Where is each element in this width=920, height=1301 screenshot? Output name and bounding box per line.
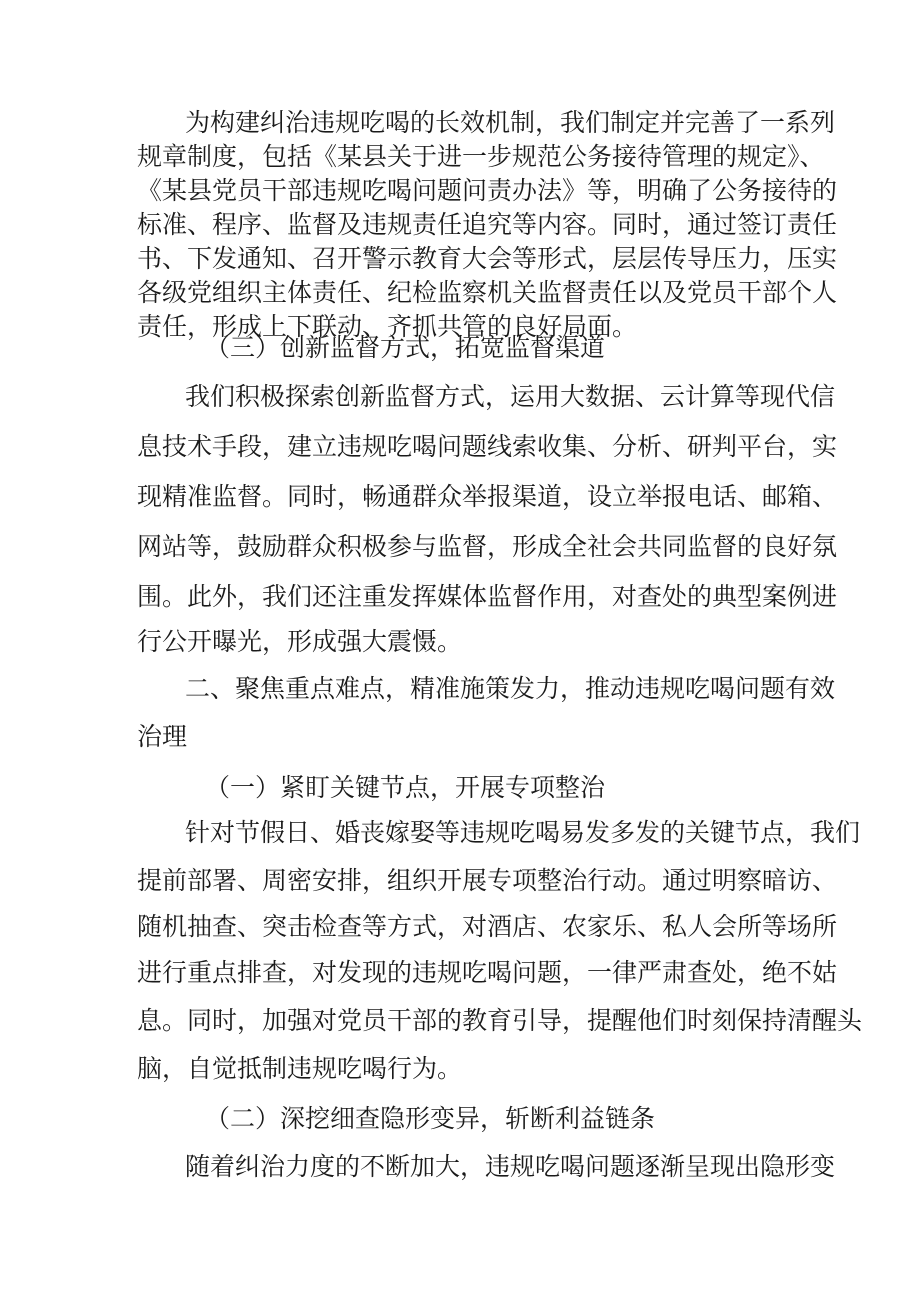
p3-line-5: 息。同时，加强对党员干部的教育引导，提醒他们时刻保持清醒头 <box>137 1006 863 1035</box>
p2-line-5: 围。此外，我们还注重发挥媒体监督作用，对查处的典型案例进 <box>137 582 838 611</box>
section-heading-2: （二）深挖细查隐形变异，斩断利益链条 <box>205 1104 656 1133</box>
p2-line-6: 行公开曝光，形成强大震慑。 <box>137 627 463 656</box>
p2-line-3: 现精准监督。同时，畅通群众举报渠道，设立举报电话、邮箱、 <box>137 482 838 511</box>
p2-line-1: 我们积极探索创新监督方式，运用大数据、云计算等现代信 <box>185 382 836 411</box>
p1-line-4: 标准、程序、监督及违规责任追究等内容。同时，通过签订责任 <box>137 210 838 239</box>
section-heading-3: （三）创新监督方式，拓宽监督渠道 <box>205 333 606 362</box>
p1-line-5: 书、下发通知、召开警示教育大会等形式，层层传导压力，压实 <box>137 244 838 273</box>
p3-line-2: 提前部署、周密安排，组织开展专项整治行动。通过明察暗访、 <box>137 866 838 895</box>
section-heading-1: （一）紧盯关键节点，开展专项整治 <box>205 773 606 802</box>
p1-line-7: 责任，形成上下联动、齐抓共管的良好局面。 <box>137 312 638 341</box>
p4-line-1: 随着纠治力度的不断加大，违规吃喝问题逐渐呈现出隐形变 <box>185 1152 836 1181</box>
p3-line-1: 针对节假日、婚丧嫁娶等违规吃喝易发多发的关键节点，我们 <box>185 818 861 847</box>
p1-line-6: 各级党组织主体责任、纪检监察机关监督责任以及党员干部个人 <box>137 278 838 307</box>
p3-line-6: 脑，自觉抵制违规吃喝行为。 <box>137 1054 463 1083</box>
p1-line-1: 为构建纠治违规吃喝的长效机制，我们制定并完善了一系列 <box>185 108 836 137</box>
p1-line-2: 规章制度，包括《某县关于进一步规范公务接待管理的规定》、 <box>137 142 825 171</box>
chapter-heading-2-line-2: 治理 <box>137 722 188 751</box>
p3-line-3: 随机抽查、突击检查等方式，对酒店、农家乐、私人会所等场所 <box>137 912 838 941</box>
p3-line-4: 进行重点排查，对发现的违规吃喝问题，一律严肃查处，绝不姑 <box>137 958 838 987</box>
chapter-heading-2-line-1: 二、聚焦重点难点，精准施策发力，推动违规吃喝问题有效 <box>185 674 836 703</box>
p2-line-4: 网站等，鼓励群众积极参与监督，形成全社会共同监督的良好氛 <box>137 532 838 561</box>
p2-line-2: 息技术手段，建立违规吃喝问题线索收集、分析、研判平台，实 <box>137 432 838 461</box>
p1-line-3: 《某县党员干部违规吃喝问题问责办法》等，明确了公务接待的 <box>137 176 838 205</box>
